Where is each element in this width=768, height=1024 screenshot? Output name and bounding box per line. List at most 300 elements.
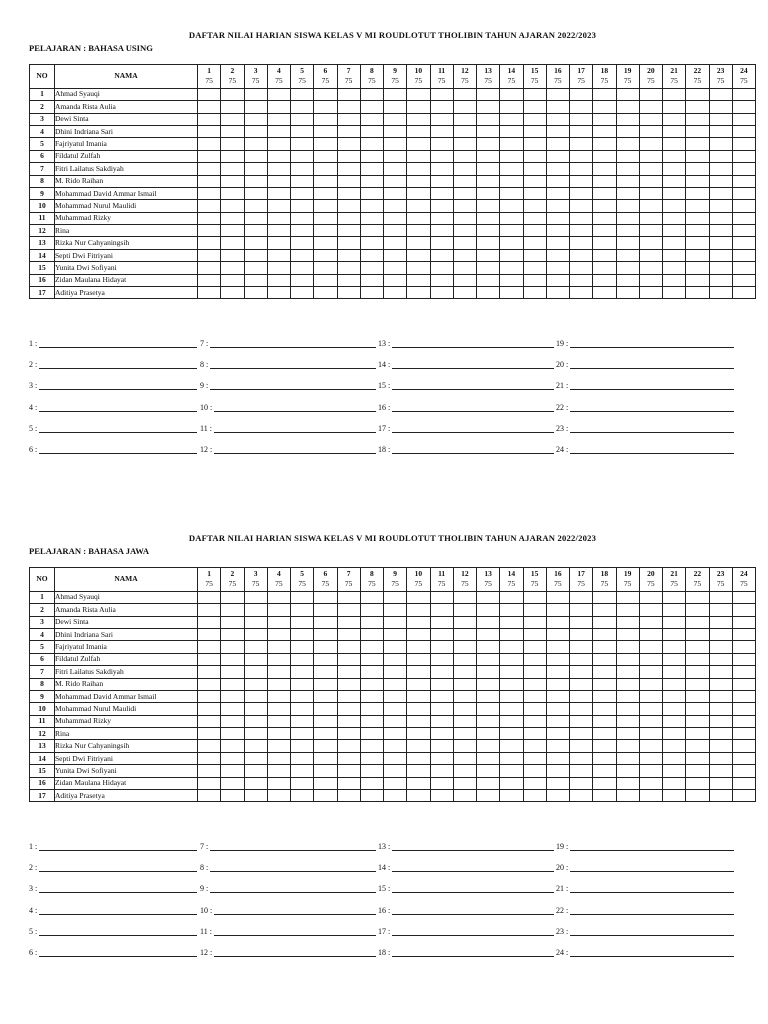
grade-cell[interactable] [291, 113, 314, 125]
grade-cell[interactable] [593, 237, 616, 249]
note-field[interactable] [378, 380, 554, 390]
note-line[interactable] [392, 403, 554, 412]
grade-cell[interactable] [291, 249, 314, 261]
grade-cell[interactable] [709, 690, 732, 702]
grade-cell[interactable] [546, 690, 569, 702]
grade-cell[interactable] [616, 715, 639, 727]
grade-cell[interactable] [570, 249, 593, 261]
grade-cell[interactable] [244, 225, 267, 237]
grade-cell[interactable] [593, 274, 616, 286]
grade-cell[interactable] [639, 790, 662, 802]
grade-cell[interactable] [593, 616, 616, 628]
grade-cell[interactable] [500, 666, 523, 678]
grade-cell[interactable] [500, 740, 523, 752]
grade-cell[interactable] [267, 666, 290, 678]
grade-cell[interactable] [570, 728, 593, 740]
grade-cell[interactable] [523, 101, 546, 113]
grade-cell[interactable] [407, 274, 430, 286]
grade-cell[interactable] [593, 591, 616, 603]
grade-cell[interactable] [384, 274, 407, 286]
grade-cell[interactable] [639, 765, 662, 777]
grade-cell[interactable] [546, 616, 569, 628]
note-field[interactable] [200, 338, 376, 348]
grade-cell[interactable] [291, 752, 314, 764]
grade-cell[interactable] [523, 88, 546, 100]
grade-cell[interactable] [709, 262, 732, 274]
grade-cell[interactable] [407, 740, 430, 752]
grade-cell[interactable] [291, 653, 314, 665]
grade-cell[interactable] [709, 200, 732, 212]
grade-cell[interactable] [732, 765, 755, 777]
grade-cell[interactable] [477, 666, 500, 678]
grade-cell[interactable] [314, 125, 337, 137]
grade-cell[interactable] [523, 728, 546, 740]
note-field[interactable] [556, 444, 734, 454]
grade-cell[interactable] [198, 690, 221, 702]
grade-cell[interactable] [360, 101, 383, 113]
grade-cell[interactable] [639, 653, 662, 665]
grade-cell[interactable] [291, 678, 314, 690]
grade-cell[interactable] [267, 777, 290, 789]
grade-cell[interactable] [523, 187, 546, 199]
grade-cell[interactable] [500, 200, 523, 212]
grade-cell[interactable] [384, 765, 407, 777]
grade-cell[interactable] [384, 703, 407, 715]
grade-cell[interactable] [477, 274, 500, 286]
grade-cell[interactable] [384, 262, 407, 274]
grade-cell[interactable] [616, 150, 639, 162]
grade-cell[interactable] [500, 765, 523, 777]
grade-cell[interactable] [477, 88, 500, 100]
grade-cell[interactable] [407, 237, 430, 249]
grade-cell[interactable] [477, 604, 500, 616]
grade-cell[interactable] [663, 740, 686, 752]
grade-cell[interactable] [546, 101, 569, 113]
grade-cell[interactable] [407, 125, 430, 137]
grade-cell[interactable] [244, 666, 267, 678]
grade-cell[interactable] [267, 175, 290, 187]
note-field[interactable] [556, 380, 734, 390]
grade-cell[interactable] [663, 703, 686, 715]
grade-cell[interactable] [477, 175, 500, 187]
grade-cell[interactable] [663, 790, 686, 802]
grade-cell[interactable] [546, 740, 569, 752]
grade-cell[interactable] [593, 88, 616, 100]
grade-cell[interactable] [384, 163, 407, 175]
grade-cell[interactable] [430, 703, 453, 715]
grade-cell[interactable] [291, 777, 314, 789]
grade-cell[interactable] [337, 113, 360, 125]
grade-cell[interactable] [477, 187, 500, 199]
grade-cell[interactable] [546, 591, 569, 603]
grade-cell[interactable] [477, 690, 500, 702]
grade-cell[interactable] [732, 262, 755, 274]
note-field[interactable] [378, 402, 554, 412]
grade-cell[interactable] [221, 125, 244, 137]
grade-cell[interactable] [337, 715, 360, 727]
grade-cell[interactable] [267, 740, 290, 752]
grade-cell[interactable] [453, 187, 476, 199]
grade-cell[interactable] [570, 125, 593, 137]
grade-cell[interactable] [314, 274, 337, 286]
grade-cell[interactable] [523, 237, 546, 249]
grade-cell[interactable] [314, 113, 337, 125]
grade-cell[interactable] [686, 287, 709, 299]
grade-cell[interactable] [337, 616, 360, 628]
grade-cell[interactable] [407, 138, 430, 150]
grade-cell[interactable] [639, 88, 662, 100]
grade-cell[interactable] [221, 604, 244, 616]
grade-cell[interactable] [546, 604, 569, 616]
grade-cell[interactable] [593, 740, 616, 752]
grade-cell[interactable] [453, 237, 476, 249]
grade-cell[interactable] [639, 740, 662, 752]
grade-cell[interactable] [291, 765, 314, 777]
grade-cell[interactable] [546, 138, 569, 150]
grade-cell[interactable] [291, 287, 314, 299]
note-field[interactable] [378, 905, 554, 915]
note-line[interactable] [39, 927, 197, 936]
grade-cell[interactable] [244, 678, 267, 690]
note-line[interactable] [214, 906, 376, 915]
grade-cell[interactable] [267, 113, 290, 125]
grade-cell[interactable] [732, 175, 755, 187]
note-field[interactable] [200, 444, 376, 454]
grade-cell[interactable] [314, 628, 337, 640]
grade-cell[interactable] [221, 163, 244, 175]
grade-cell[interactable] [732, 641, 755, 653]
grade-cell[interactable] [384, 616, 407, 628]
grade-cell[interactable] [360, 790, 383, 802]
grade-cell[interactable] [523, 740, 546, 752]
grade-cell[interactable] [198, 101, 221, 113]
note-field[interactable] [200, 423, 376, 433]
grade-cell[interactable] [267, 163, 290, 175]
note-field[interactable] [29, 883, 197, 893]
grade-cell[interactable] [407, 604, 430, 616]
grade-cell[interactable] [407, 752, 430, 764]
grade-cell[interactable] [500, 125, 523, 137]
grade-cell[interactable] [593, 187, 616, 199]
grade-cell[interactable] [732, 237, 755, 249]
grade-cell[interactable] [686, 249, 709, 261]
grade-cell[interactable] [430, 591, 453, 603]
grade-cell[interactable] [453, 616, 476, 628]
grade-cell[interactable] [384, 678, 407, 690]
grade-cell[interactable] [500, 777, 523, 789]
grade-cell[interactable] [314, 690, 337, 702]
grade-cell[interactable] [314, 163, 337, 175]
grade-cell[interactable] [570, 715, 593, 727]
grade-cell[interactable] [523, 591, 546, 603]
grade-cell[interactable] [453, 249, 476, 261]
grade-cell[interactable] [639, 237, 662, 249]
grade-cell[interactable] [430, 249, 453, 261]
grade-cell[interactable] [291, 666, 314, 678]
grade-cell[interactable] [453, 690, 476, 702]
grade-cell[interactable] [500, 752, 523, 764]
grade-cell[interactable] [709, 616, 732, 628]
grade-cell[interactable] [663, 101, 686, 113]
grade-cell[interactable] [198, 150, 221, 162]
grade-cell[interactable] [198, 225, 221, 237]
grade-cell[interactable] [430, 666, 453, 678]
grade-cell[interactable] [360, 604, 383, 616]
grade-cell[interactable] [686, 703, 709, 715]
grade-cell[interactable] [453, 225, 476, 237]
grade-cell[interactable] [267, 200, 290, 212]
grade-cell[interactable] [314, 138, 337, 150]
grade-cell[interactable] [616, 212, 639, 224]
grade-cell[interactable] [639, 666, 662, 678]
grade-cell[interactable] [639, 777, 662, 789]
grade-cell[interactable] [500, 88, 523, 100]
grade-cell[interactable] [593, 150, 616, 162]
grade-cell[interactable] [546, 200, 569, 212]
grade-cell[interactable] [267, 125, 290, 137]
grade-cell[interactable] [546, 262, 569, 274]
grade-cell[interactable] [663, 150, 686, 162]
grade-cell[interactable] [337, 262, 360, 274]
grade-cell[interactable] [477, 150, 500, 162]
grade-cell[interactable] [500, 138, 523, 150]
grade-cell[interactable] [593, 604, 616, 616]
grade-cell[interactable] [686, 187, 709, 199]
grade-cell[interactable] [546, 237, 569, 249]
grade-cell[interactable] [663, 678, 686, 690]
grade-cell[interactable] [500, 628, 523, 640]
grade-cell[interactable] [198, 274, 221, 286]
grade-cell[interactable] [616, 790, 639, 802]
grade-cell[interactable] [291, 616, 314, 628]
grade-cell[interactable] [477, 225, 500, 237]
grade-cell[interactable] [523, 225, 546, 237]
grade-cell[interactable] [360, 666, 383, 678]
grade-cell[interactable] [221, 616, 244, 628]
grade-cell[interactable] [360, 653, 383, 665]
grade-cell[interactable] [267, 225, 290, 237]
note-line[interactable] [392, 424, 554, 433]
grade-cell[interactable] [546, 666, 569, 678]
grade-cell[interactable] [500, 175, 523, 187]
grade-cell[interactable] [732, 200, 755, 212]
grade-cell[interactable] [593, 728, 616, 740]
grade-cell[interactable] [570, 88, 593, 100]
grade-cell[interactable] [453, 175, 476, 187]
grade-cell[interactable] [732, 150, 755, 162]
grade-cell[interactable] [663, 287, 686, 299]
grade-cell[interactable] [360, 88, 383, 100]
grade-cell[interactable] [267, 212, 290, 224]
grade-cell[interactable] [593, 163, 616, 175]
note-line[interactable] [210, 842, 376, 851]
grade-cell[interactable] [430, 262, 453, 274]
grade-cell[interactable] [477, 790, 500, 802]
grade-cell[interactable] [709, 752, 732, 764]
grade-cell[interactable] [477, 653, 500, 665]
grade-cell[interactable] [523, 604, 546, 616]
grade-cell[interactable] [430, 777, 453, 789]
grade-cell[interactable] [709, 237, 732, 249]
grade-cell[interactable] [639, 690, 662, 702]
grade-cell[interactable] [616, 740, 639, 752]
grade-cell[interactable] [244, 641, 267, 653]
grade-cell[interactable] [430, 212, 453, 224]
grade-cell[interactable] [639, 703, 662, 715]
grade-cell[interactable] [430, 88, 453, 100]
grade-cell[interactable] [593, 690, 616, 702]
grade-cell[interactable] [360, 690, 383, 702]
grade-cell[interactable] [709, 249, 732, 261]
grade-cell[interactable] [267, 150, 290, 162]
grade-cell[interactable] [523, 653, 546, 665]
grade-cell[interactable] [267, 262, 290, 274]
grade-cell[interactable] [244, 274, 267, 286]
grade-cell[interactable] [221, 703, 244, 715]
grade-cell[interactable] [732, 690, 755, 702]
grade-cell[interactable] [523, 125, 546, 137]
grade-cell[interactable] [500, 249, 523, 261]
note-field[interactable] [29, 380, 197, 390]
grade-cell[interactable] [477, 765, 500, 777]
grade-cell[interactable] [709, 641, 732, 653]
grade-cell[interactable] [407, 641, 430, 653]
note-line[interactable] [392, 884, 554, 893]
note-line[interactable] [214, 445, 376, 454]
grade-cell[interactable] [546, 703, 569, 715]
note-field[interactable] [200, 926, 376, 936]
grade-cell[interactable] [686, 138, 709, 150]
grade-cell[interactable] [546, 765, 569, 777]
grade-cell[interactable] [384, 101, 407, 113]
grade-cell[interactable] [221, 653, 244, 665]
grade-cell[interactable] [663, 274, 686, 286]
grade-cell[interactable] [267, 690, 290, 702]
grade-cell[interactable] [500, 262, 523, 274]
grade-cell[interactable] [709, 653, 732, 665]
grade-cell[interactable] [686, 628, 709, 640]
note-field[interactable] [556, 338, 734, 348]
grade-cell[interactable] [500, 274, 523, 286]
grade-cell[interactable] [732, 113, 755, 125]
grade-cell[interactable] [546, 777, 569, 789]
grade-cell[interactable] [337, 777, 360, 789]
grade-cell[interactable] [407, 728, 430, 740]
note-field[interactable] [29, 338, 197, 348]
grade-cell[interactable] [732, 653, 755, 665]
grade-cell[interactable] [570, 187, 593, 199]
grade-cell[interactable] [523, 616, 546, 628]
grade-cell[interactable] [430, 604, 453, 616]
grade-cell[interactable] [546, 653, 569, 665]
grade-cell[interactable] [407, 703, 430, 715]
grade-cell[interactable] [709, 113, 732, 125]
grade-cell[interactable] [616, 777, 639, 789]
grade-cell[interactable] [570, 628, 593, 640]
grade-cell[interactable] [616, 187, 639, 199]
grade-cell[interactable] [570, 777, 593, 789]
grade-cell[interactable] [337, 138, 360, 150]
grade-cell[interactable] [314, 249, 337, 261]
grade-cell[interactable] [244, 249, 267, 261]
grade-cell[interactable] [732, 678, 755, 690]
grade-cell[interactable] [221, 88, 244, 100]
note-line[interactable] [214, 424, 376, 433]
grade-cell[interactable] [314, 287, 337, 299]
grade-cell[interactable] [686, 262, 709, 274]
grade-cell[interactable] [291, 212, 314, 224]
grade-cell[interactable] [360, 715, 383, 727]
grade-cell[interactable] [198, 262, 221, 274]
grade-cell[interactable] [686, 237, 709, 249]
grade-cell[interactable] [267, 138, 290, 150]
grade-cell[interactable] [639, 125, 662, 137]
note-line[interactable] [392, 339, 554, 348]
grade-cell[interactable] [244, 728, 267, 740]
grade-cell[interactable] [384, 777, 407, 789]
grade-cell[interactable] [384, 113, 407, 125]
grade-cell[interactable] [384, 728, 407, 740]
grade-cell[interactable] [430, 715, 453, 727]
note-field[interactable] [29, 947, 197, 957]
grade-cell[interactable] [384, 212, 407, 224]
grade-cell[interactable] [616, 604, 639, 616]
grade-cell[interactable] [477, 740, 500, 752]
grade-cell[interactable] [523, 715, 546, 727]
grade-cell[interactable] [198, 777, 221, 789]
grade-cell[interactable] [686, 777, 709, 789]
grade-cell[interactable] [244, 616, 267, 628]
grade-cell[interactable] [407, 287, 430, 299]
grade-cell[interactable] [430, 175, 453, 187]
grade-cell[interactable] [709, 715, 732, 727]
note-line[interactable] [392, 948, 554, 957]
grade-cell[interactable] [244, 88, 267, 100]
grade-cell[interactable] [686, 728, 709, 740]
grade-cell[interactable] [267, 653, 290, 665]
grade-cell[interactable] [407, 175, 430, 187]
grade-cell[interactable] [430, 150, 453, 162]
grade-cell[interactable] [384, 287, 407, 299]
grade-cell[interactable] [360, 237, 383, 249]
grade-cell[interactable] [546, 163, 569, 175]
grade-cell[interactable] [570, 616, 593, 628]
grade-cell[interactable] [360, 616, 383, 628]
grade-cell[interactable] [407, 666, 430, 678]
grade-cell[interactable] [244, 765, 267, 777]
grade-cell[interactable] [407, 678, 430, 690]
grade-cell[interactable] [267, 628, 290, 640]
grade-cell[interactable] [291, 604, 314, 616]
grade-cell[interactable] [663, 175, 686, 187]
grade-cell[interactable] [616, 690, 639, 702]
grade-cell[interactable] [523, 678, 546, 690]
grade-cell[interactable] [291, 101, 314, 113]
grade-cell[interactable] [360, 703, 383, 715]
grade-cell[interactable] [639, 163, 662, 175]
grade-cell[interactable] [291, 88, 314, 100]
grade-cell[interactable] [314, 237, 337, 249]
grade-cell[interactable] [407, 113, 430, 125]
grade-cell[interactable] [639, 641, 662, 653]
note-line[interactable] [570, 360, 734, 369]
grade-cell[interactable] [616, 200, 639, 212]
grade-cell[interactable] [639, 752, 662, 764]
grade-cell[interactable] [314, 225, 337, 237]
grade-cell[interactable] [732, 616, 755, 628]
grade-cell[interactable] [337, 641, 360, 653]
grade-cell[interactable] [477, 678, 500, 690]
